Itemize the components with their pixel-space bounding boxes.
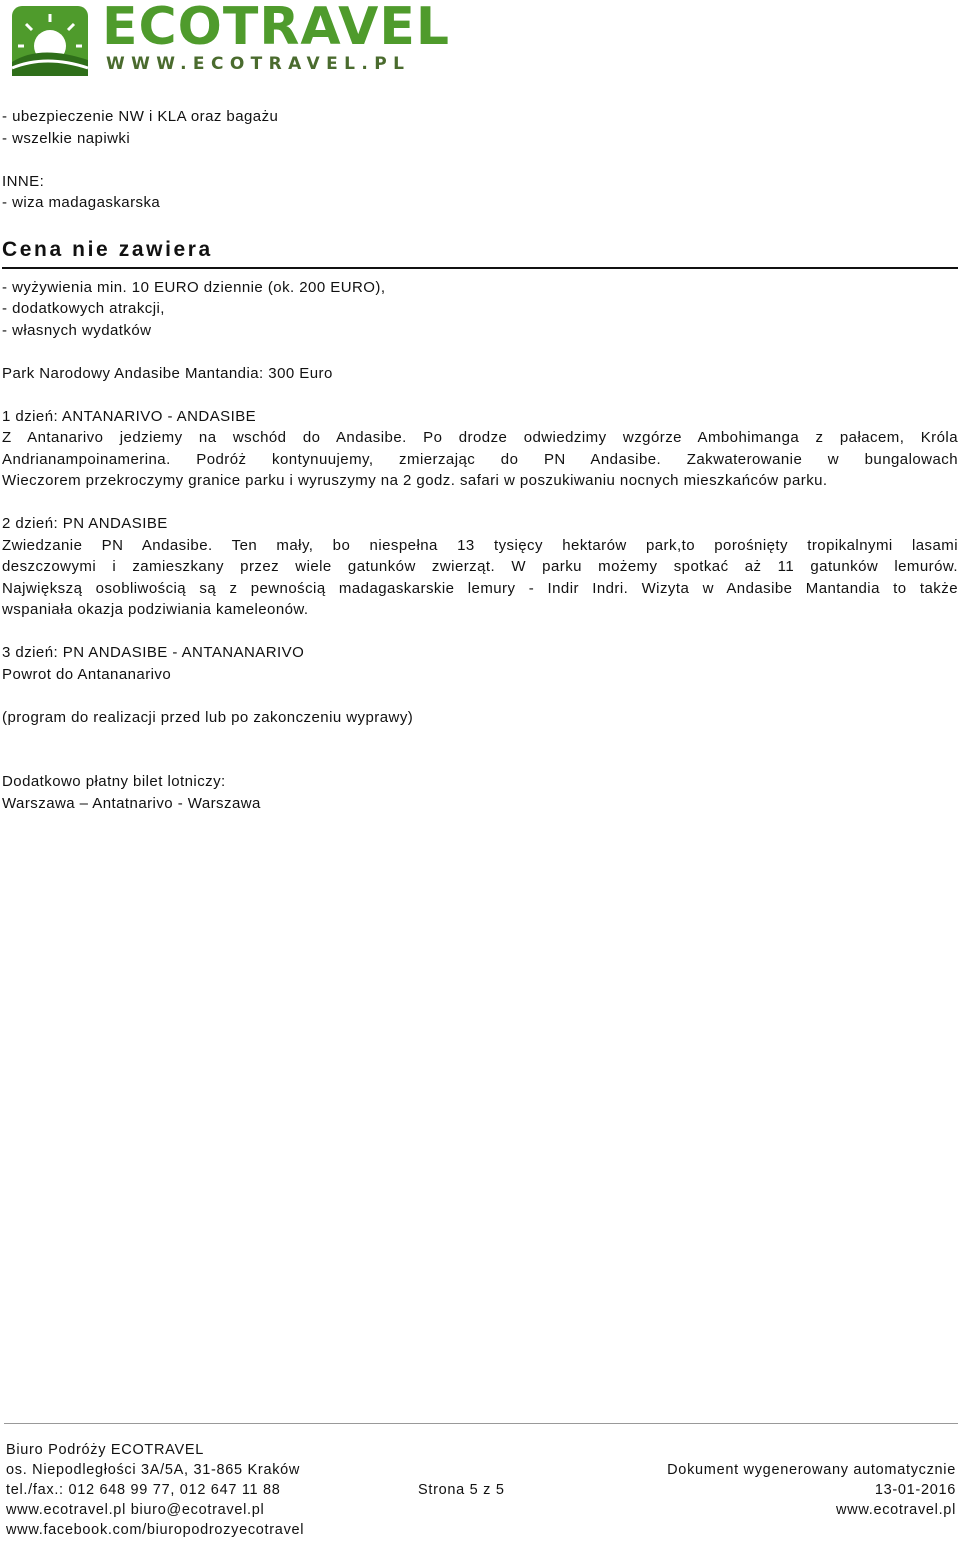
text-line: Z Antanarivo jedziemy na wschód do Andasibe. Po drodze odwiedzimy wzgórze Ambohimanga z pałacem, Króla	[2, 429, 958, 446]
footer-phone: tel./fax.: 012 648 99 77, 012 647 11 88	[6, 1482, 281, 1498]
text-line: Warszawa – Antatnarivo - Warszawa	[2, 794, 261, 812]
document-body	[2, 106, 958, 814]
day-heading: 1 dzień: ANTANARIVO - ANDASIBE	[2, 407, 257, 425]
page-number: Strona 5 z 5	[418, 1482, 505, 1498]
footer-facebook-link[interactable]: www.facebook.com/biuropodrozyecotravel	[6, 1522, 305, 1538]
day-heading: 3 dzień: PN ANDASIBE - ANTANANARIVO	[2, 644, 305, 661]
ecotravel-logo	[10, 2, 470, 80]
text-line: Największą osobliwością są z pewnością madagaskarskie lemury - Indir Indri. Wizyta w Andasibe Mantandia to także	[2, 579, 958, 597]
text-line: wspaniała okazja podziwiania kameleonów.	[2, 601, 309, 618]
text-line: - wszelkie napiwki	[2, 129, 131, 147]
brand-name: ECOTRAVEL	[102, 0, 451, 57]
footer-generated-note: Dokument wygenerowany automatycznie	[667, 1462, 956, 1478]
footer-company: Biuro Podróży ECOTRAVEL	[6, 1442, 204, 1458]
section-heading: Cena nie zawiera	[2, 233, 958, 269]
text-line: Park Narodowy Andasibe Mantandia: 300 Euro	[2, 364, 333, 382]
footer-date: 13-01-2016	[874, 1482, 956, 1498]
footer-web-email[interactable]: www.ecotravel.pl biuro@ecotravel.pl	[6, 1502, 265, 1518]
brand-url: WWW.ECOTRAVEL.PL	[106, 54, 411, 74]
text-line: INNE:	[2, 172, 45, 190]
sun-landscape-icon	[10, 2, 94, 80]
text-line: Dodatkowo płatny bilet lotniczy:	[2, 773, 226, 790]
text-line: - ubezpieczenie NW i KLA oraz bagażu	[2, 108, 279, 125]
text-line: - własnych wydatków	[2, 321, 152, 339]
footer-web-link[interactable]: www.ecotravel.pl	[836, 1502, 956, 1518]
text-line: - dodatkowych atrakcji,	[2, 300, 165, 317]
text-line: - wiza madagaskarska	[2, 194, 161, 211]
text-line: Wieczorem przekroczymy granice parku i wyruszymy na 2 godz. safari w poszukiwaniu nocnych mieszkańców parku.	[2, 472, 828, 489]
text-line: - wyżywienia min. 10 EURO dziennie (ok. 200 EURO),	[2, 278, 386, 296]
text-line: Andrianampoinamerina. Podróż kontynuujemy, zmierzając do PN Andasibe. Zakwaterowanie w bungalowach	[2, 450, 958, 468]
text-line: (program do realizacji przed lub po zakonczeniu wyprawy)	[2, 708, 414, 726]
day-heading: 2 dzień: PN ANDASIBE	[2, 515, 168, 532]
text-line: deszczowymi i zamieszkany przez wiele gatunków zwierząt. W parku możemy spotkać aż 11 gatunków lemurów.	[2, 558, 958, 575]
text-line: Zwiedzanie PN Andasibe. Ten mały, bo niespełna 13 tysięcy hektarów park,to porośnięty tropikalnymi lasami	[2, 536, 958, 554]
text-line: Powrot do Antananarivo	[2, 665, 172, 683]
footer-address: os. Niepodległości 3A/5A, 31-865 Kraków	[6, 1462, 301, 1478]
footer-divider	[4, 1423, 958, 1424]
